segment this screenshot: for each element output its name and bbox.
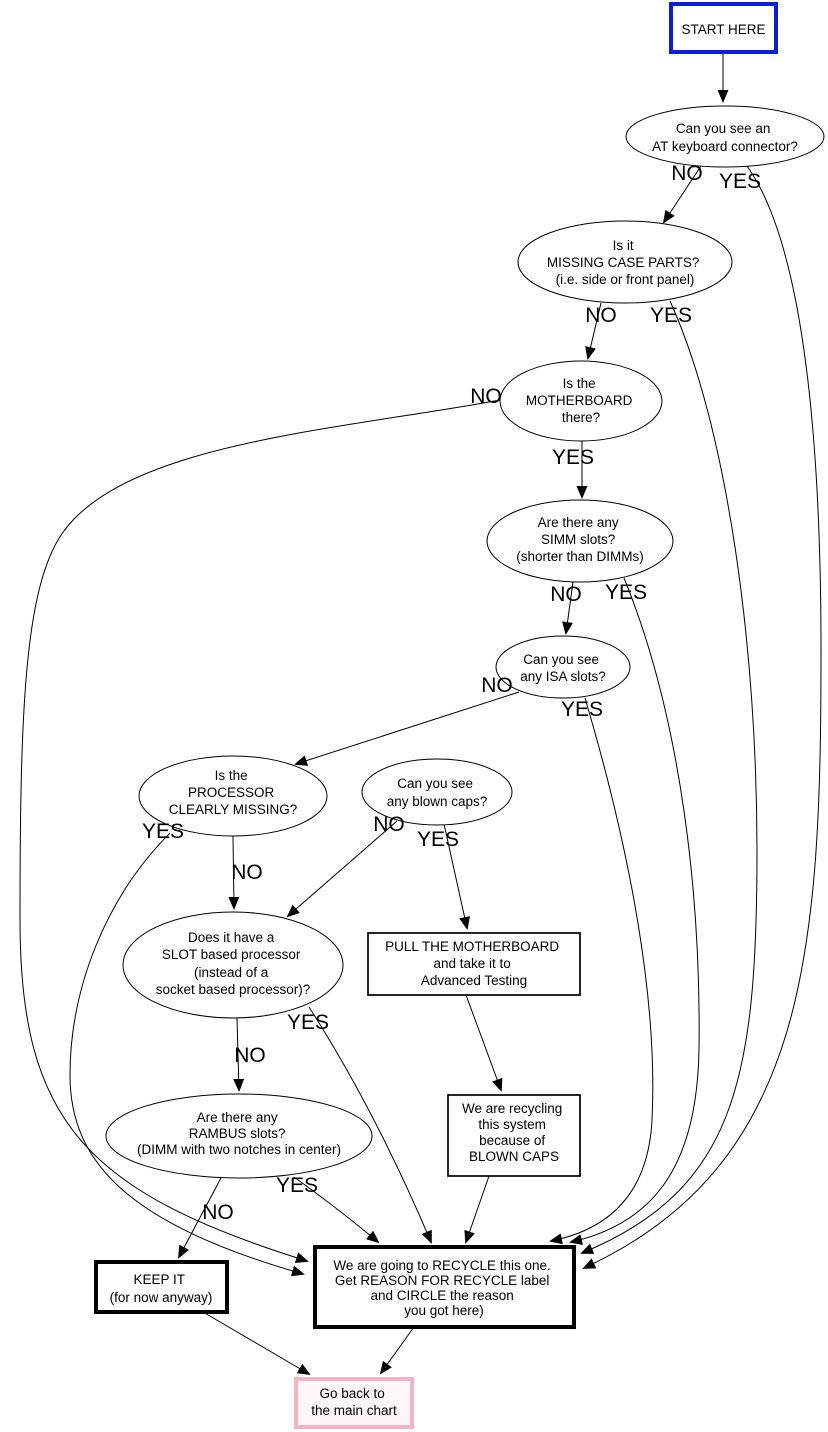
blown-caps-label: Can you see any blown caps?	[386, 776, 488, 809]
node-recycling-caps	[448, 1095, 580, 1176]
node-isa	[496, 636, 630, 698]
edge-label-slot-yes: YES	[286, 1011, 330, 1034]
edge-label-slot-no: NO	[234, 1044, 266, 1067]
edge-keep-to-go-back	[203, 1312, 309, 1374]
edge-label-case-no: NO	[585, 304, 617, 327]
edge-label-at-yes: YES	[718, 170, 762, 193]
recycling-caps-label: We are recycling this system because of BLOWN CAPS	[461, 1101, 563, 1164]
edge-label-simm-no: NO	[550, 583, 582, 606]
recycle-label: We are going to RECYCLE this one. Get REASON FOR RECYCLE label and CIRCLE the reason you got here)	[333, 1258, 551, 1318]
rambus-label: Are there any RAMBUS slots? (DIMM with two notches in center)	[136, 1110, 342, 1157]
node-go-back	[296, 1379, 412, 1427]
case-parts-label: Is it MISSING CASE PARTS? (i.e. side or front panel)	[546, 238, 700, 287]
edge-isa-no-to-processor	[296, 692, 519, 764]
edge-label-mb-yes: YES	[551, 446, 595, 469]
node-keep	[96, 1262, 227, 1312]
node-slot-proc	[123, 912, 343, 1018]
start-here-label: START HERE	[681, 22, 766, 37]
isa-ellipse	[496, 636, 630, 698]
node-rambus	[106, 1094, 372, 1178]
isa-label: Can you see any ISA slots?	[520, 652, 606, 684]
processor-label: Is the PROCESSOR CLEARLY MISSING?	[168, 768, 298, 817]
edge-label-proc-no: NO	[231, 861, 263, 884]
keep-label: KEEP IT (for now anyway)	[109, 1272, 213, 1305]
edge-label-at-no: NO	[671, 162, 703, 185]
node-pull-mb	[368, 933, 580, 995]
pull-mb-label: PULL THE MOTHERBOARD and take it to Advanced Testing	[385, 939, 560, 988]
edge-label-caps-yes: YES	[416, 828, 460, 851]
motherboard-label: Is the MOTHERBOARD there?	[525, 376, 633, 425]
go-back-label: Go back to the main chart	[311, 1386, 397, 1418]
edge-label-rambus-yes: YES	[275, 1174, 319, 1197]
edge-case-yes-to-recycle	[582, 301, 757, 1253]
edge-label-simm-yes: YES	[604, 581, 648, 604]
edge-processor-yes-to-recycle	[70, 833, 303, 1274]
edge-label-case-yes: YES	[649, 304, 693, 327]
edge-recycle-to-go-back	[381, 1327, 414, 1373]
node-recycle	[315, 1247, 574, 1327]
edge-label-caps-no: NO	[373, 813, 405, 836]
node-simm	[487, 500, 673, 582]
node-motherboard	[500, 361, 662, 441]
simm-label: Are there any SIMM slots? (shorter than DIMMs)	[516, 515, 644, 564]
node-start-here	[671, 4, 776, 52]
at-connector-label: Can you see an AT keyboard connector?	[652, 121, 798, 154]
at-connector-ellipse	[626, 106, 824, 167]
node-case-parts	[518, 221, 732, 303]
slot-proc-label: Does it have a SLOT based processor (instead of a socket based processor)?	[155, 930, 311, 997]
node-at-connector	[626, 106, 824, 167]
edge-at-yes-to-recycle	[584, 166, 821, 1268]
edge-label-mb-no: NO	[470, 385, 502, 408]
edge-pull-mb-to-recycling-caps	[466, 995, 501, 1090]
edge-label-isa-no: NO	[481, 674, 513, 697]
edge-label-proc-yes: YES	[141, 820, 185, 843]
edge-label-rambus-no: NO	[202, 1201, 234, 1224]
edge-labels	[142, 162, 761, 1224]
edge-recycling-caps-to-recycle	[466, 1176, 489, 1242]
edge-label-isa-yes: YES	[560, 698, 604, 721]
svg-text:START HERE	[681, 22, 765, 37]
